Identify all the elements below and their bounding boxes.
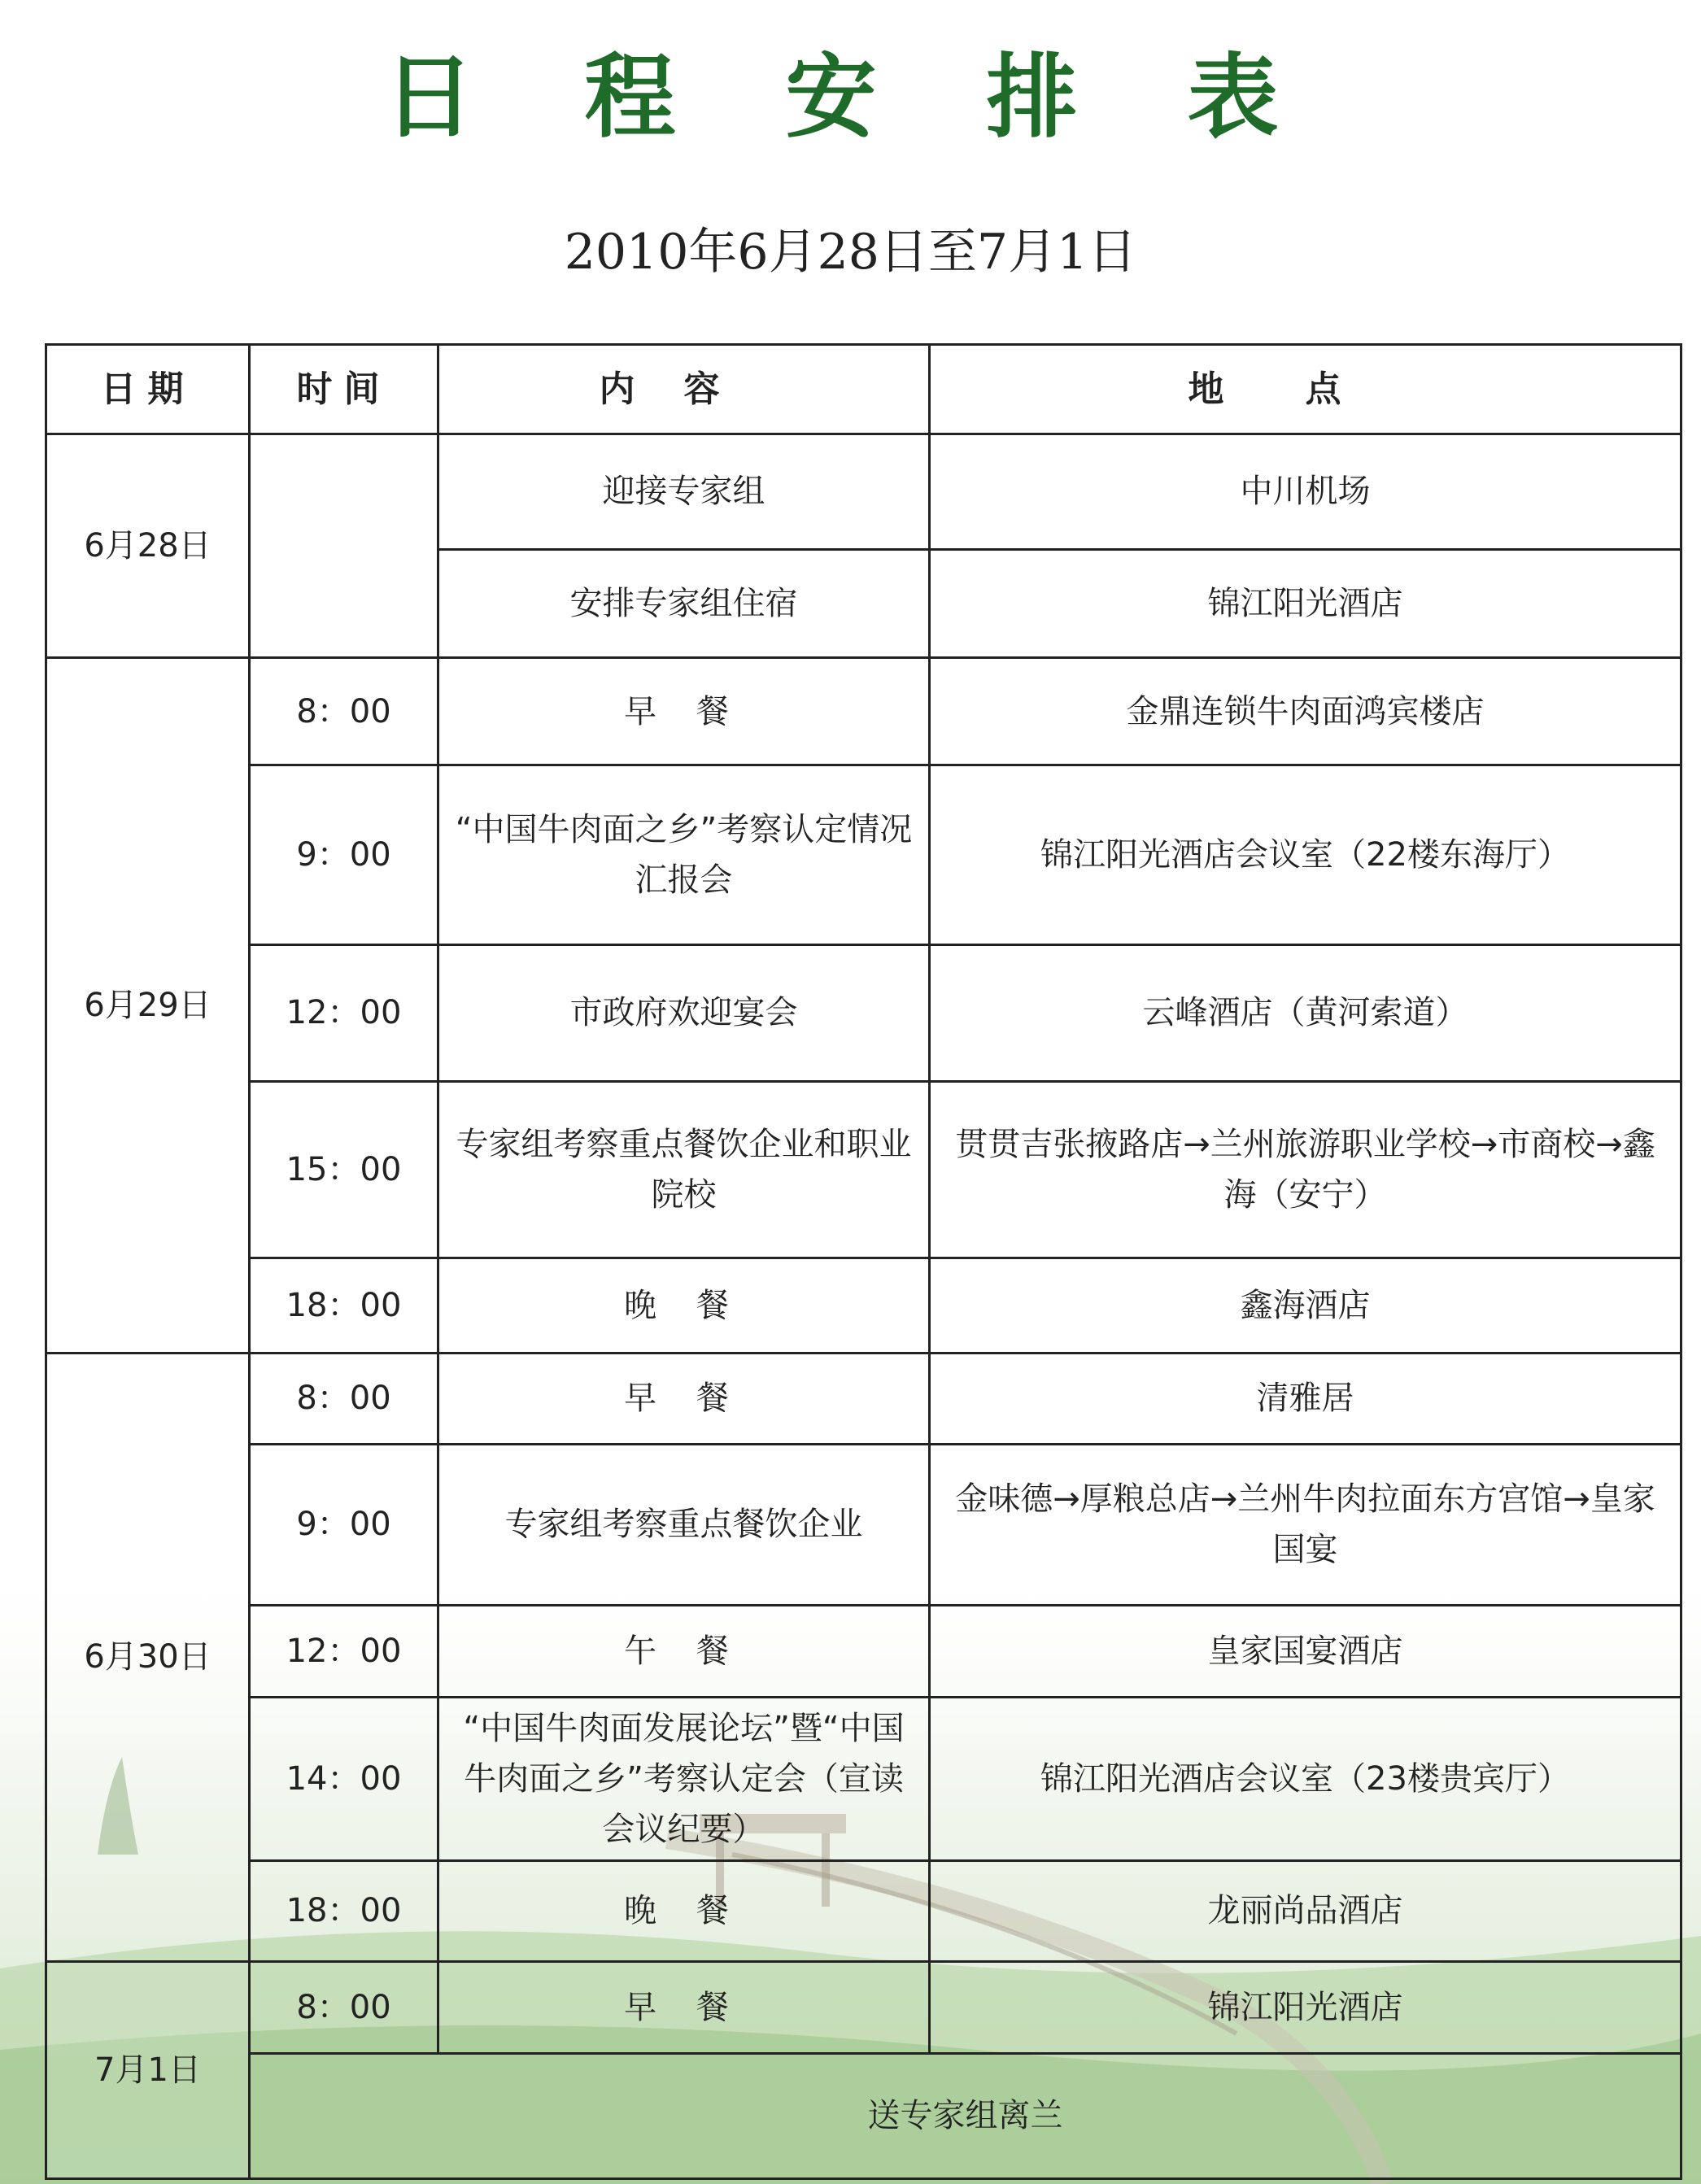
time-cell: 9：00: [250, 1444, 438, 1605]
table-row: [46, 1698, 1681, 1861]
table-row: [46, 1961, 1681, 2053]
table-row: [46, 944, 1681, 1081]
header-content: 内容: [438, 345, 930, 434]
table-row: [46, 1354, 1681, 1444]
date-range-subtitle: 2010年6月28日至7月1日: [564, 224, 1137, 281]
content-cell: 午 餐: [438, 1606, 930, 1698]
location-cell: 金鼎连锁牛肉面鸿宾楼店: [930, 658, 1681, 765]
time-cell: [250, 434, 438, 658]
time-cell: 8：00: [250, 658, 438, 765]
content-cell: 专家组考察重点餐饮企业: [438, 1444, 930, 1605]
table-row: [46, 1081, 1681, 1258]
table-row: [46, 2053, 1681, 2178]
table-row: [46, 1444, 1681, 1605]
time-cell: 9：00: [250, 765, 438, 945]
date-cell: 6月29日: [46, 658, 250, 1354]
content-cell: 早 餐: [438, 1961, 930, 2053]
content-cell: 晚 餐: [438, 1860, 930, 1961]
date-cell: 6月30日: [46, 1354, 250, 1961]
content-cell: “中国牛肉面发展论坛”暨“中国牛肉面之乡”考察认定会（宣读会议纪要）: [438, 1698, 930, 1861]
content-cell: 早 餐: [438, 658, 930, 765]
table-row: [46, 1258, 1681, 1353]
content-cell: 安排专家组住宿: [438, 549, 930, 658]
table-row: [46, 658, 1681, 765]
time-cell: 12：00: [250, 1606, 438, 1698]
location-cell: 贯贯吉张掖路店→兰州旅游职业学校→市商校→鑫海（安宁）: [930, 1081, 1681, 1258]
time-cell: 8：00: [250, 1354, 438, 1444]
location-cell: 锦江阳光酒店: [930, 549, 1681, 658]
time-cell: 8：00: [250, 1961, 438, 2053]
time-cell: 18：00: [250, 1860, 438, 1961]
location-cell: 龙丽尚品酒店: [930, 1860, 1681, 1961]
location-cell: 皇家国宴酒店: [930, 1606, 1681, 1698]
table-row: [46, 434, 1681, 550]
time-cell: 18：00: [250, 1258, 438, 1353]
page-title: 日 程 安 排 表: [383, 44, 1318, 150]
content-cell: 专家组考察重点餐饮企业和职业院校: [438, 1081, 930, 1258]
location-cell: 云峰酒店（黄河索道）: [930, 944, 1681, 1081]
time-cell: 14：00: [250, 1698, 438, 1861]
schedule-table: [45, 343, 1682, 2180]
location-cell: 金味德→厚粮总店→兰州牛肉拉面东方宫馆→皇家国宴: [930, 1444, 1681, 1605]
content-cell: 晚 餐: [438, 1258, 930, 1353]
location-cell: 锦江阳光酒店: [930, 1961, 1681, 2053]
header-row: [46, 345, 1681, 434]
content-cell: 市政府欢迎宴会: [438, 944, 930, 1081]
farewell-cell: 送专家组离兰: [250, 2053, 1681, 2178]
content-cell: 迎接专家组: [438, 434, 930, 550]
time-cell: 15：00: [250, 1081, 438, 1258]
location-cell: 中川机场: [930, 434, 1681, 550]
content-cell: 早 餐: [438, 1354, 930, 1444]
content-cell: “中国牛肉面之乡”考察认定情况汇报会: [438, 765, 930, 945]
header-date: 日期: [46, 345, 250, 434]
time-cell: 12：00: [250, 944, 438, 1081]
table-row: [46, 1860, 1681, 1961]
location-cell: 锦江阳光酒店会议室（22楼东海厅）: [930, 765, 1681, 945]
header-location: 地点: [930, 345, 1681, 434]
header-time: 时间: [250, 345, 438, 434]
location-cell: 清雅居: [930, 1354, 1681, 1444]
date-cell: 6月28日: [46, 434, 250, 658]
table-row: [46, 765, 1681, 945]
date-cell: 7月1日: [46, 1961, 250, 2178]
location-cell: 鑫海酒店: [930, 1258, 1681, 1353]
table-row: [46, 1606, 1681, 1698]
location-cell: 锦江阳光酒店会议室（23楼贵宾厅）: [930, 1698, 1681, 1861]
